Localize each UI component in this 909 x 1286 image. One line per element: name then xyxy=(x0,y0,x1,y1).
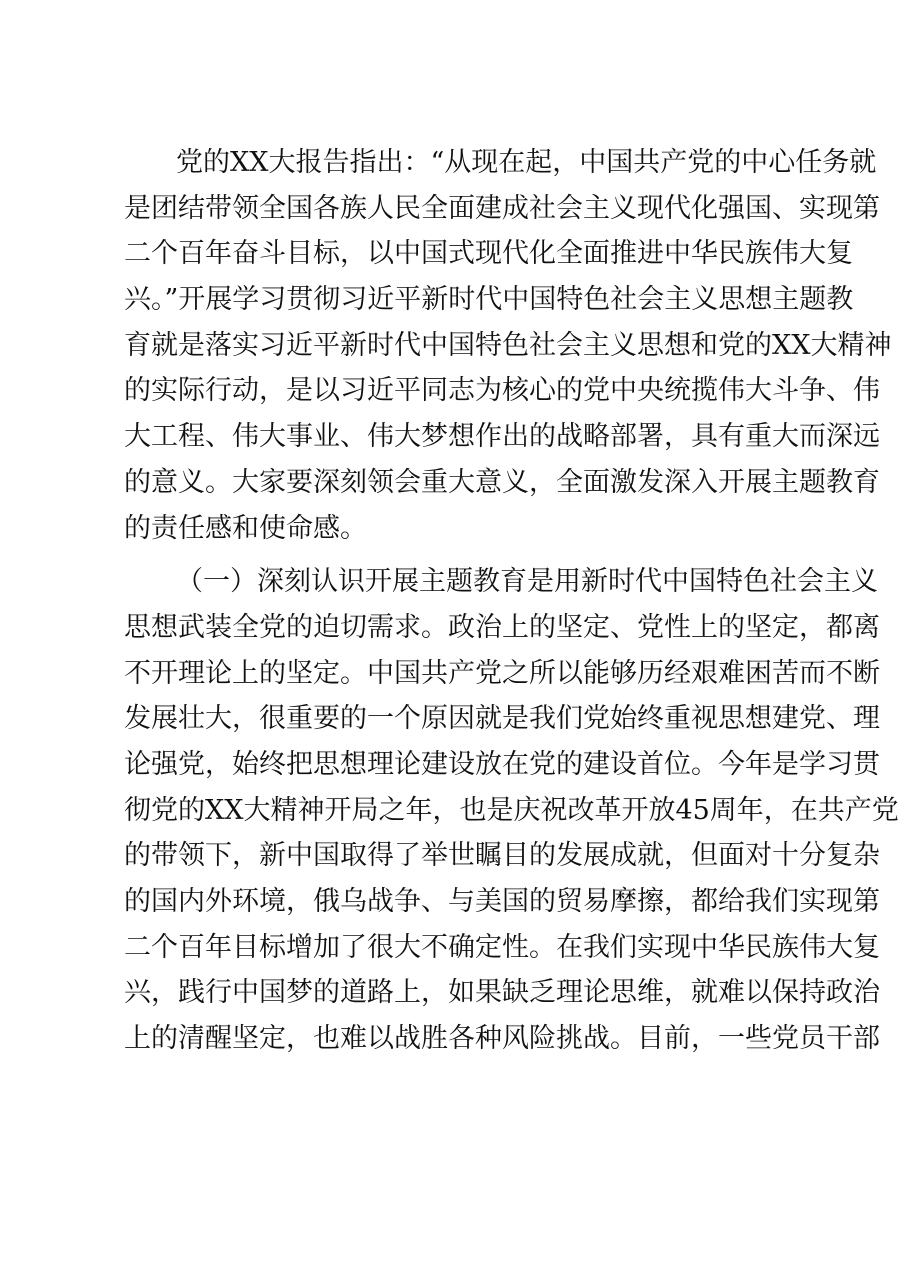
paragraph-line: 的责任感和使命感。 xyxy=(124,512,367,544)
paragraph-line: 不开理论上的坚定。中国共产党之所以能够历经艰难困苦而不断 xyxy=(124,657,880,689)
paragraph-line: 二个百年奋斗目标，以中国式现代化全面推进中华民族伟大复 xyxy=(124,238,853,270)
paragraph-line: 思想武装全党的迫切需求。政治上的坚定、党性上的坚定，都离 xyxy=(124,611,880,643)
paragraph-spacer xyxy=(124,551,814,559)
paragraph-line: 二个百年目标增加了很大不确定性。在我们实现中华民族伟大复 xyxy=(124,931,880,963)
paragraph-line: 的国内外环境，俄乌战争、与美国的贸易摩擦，都给我们实现第 xyxy=(124,886,880,917)
paragraph-line: 论强党，始终把思想理论建设放在党的建设首位。今年是学习贯 xyxy=(124,748,880,780)
paragraph-2 xyxy=(124,559,899,1062)
paragraph-1 xyxy=(124,140,892,551)
paragraph-line: 育就是落实习近平新时代中国特色社会主义思想和党的XX大精神 xyxy=(124,329,892,361)
paragraph-line: 彻党的XX大精神开局之年，也是庆祝改革开放45周年，在共产党 xyxy=(124,794,899,826)
paragraph-line: 兴，践行中国梦的道路上，如果缺乏理论思维，就难以保持政治 xyxy=(124,977,880,1009)
paragraph-line: 发展壮大，很重要的一个原因就是我们党始终重视思想建党、理 xyxy=(124,703,880,735)
paragraph-line: 兴。”开展学习贯彻习近平新时代中国特色社会主义思想主题教 xyxy=(124,284,854,316)
paragraph-line: 是团结带领全国各族人民全面建成社会主义现代化强国、实现第 xyxy=(124,192,880,224)
paragraph-line: 大工程、伟大事业、伟大梦想作出的战略部署，具有重大而深远 xyxy=(124,421,880,453)
paragraph-line: 上的清醒坚定，也难以战胜各种风险挑战。目前，一些党员干部 xyxy=(124,1023,880,1055)
paragraph-line: 的意义。大家要深刻领会重大意义，全面激发深入开展主题教育 xyxy=(124,466,880,498)
document-body xyxy=(124,140,899,1062)
paragraph-line: （一）深刻认识开展主题教育是用新时代中国特色社会主义 xyxy=(176,566,878,598)
paragraph-line: 的带领下，新中国取得了举世瞩目的发展成就，但面对十分复杂 xyxy=(124,840,880,872)
paragraph-line: 党的XX大报告指出：“从现在起，中国共产党的中心任务就 xyxy=(176,147,877,178)
paragraph-line: 的实际行动，是以习近平同志为核心的党中央统揽伟大斗争、伟 xyxy=(124,375,880,407)
